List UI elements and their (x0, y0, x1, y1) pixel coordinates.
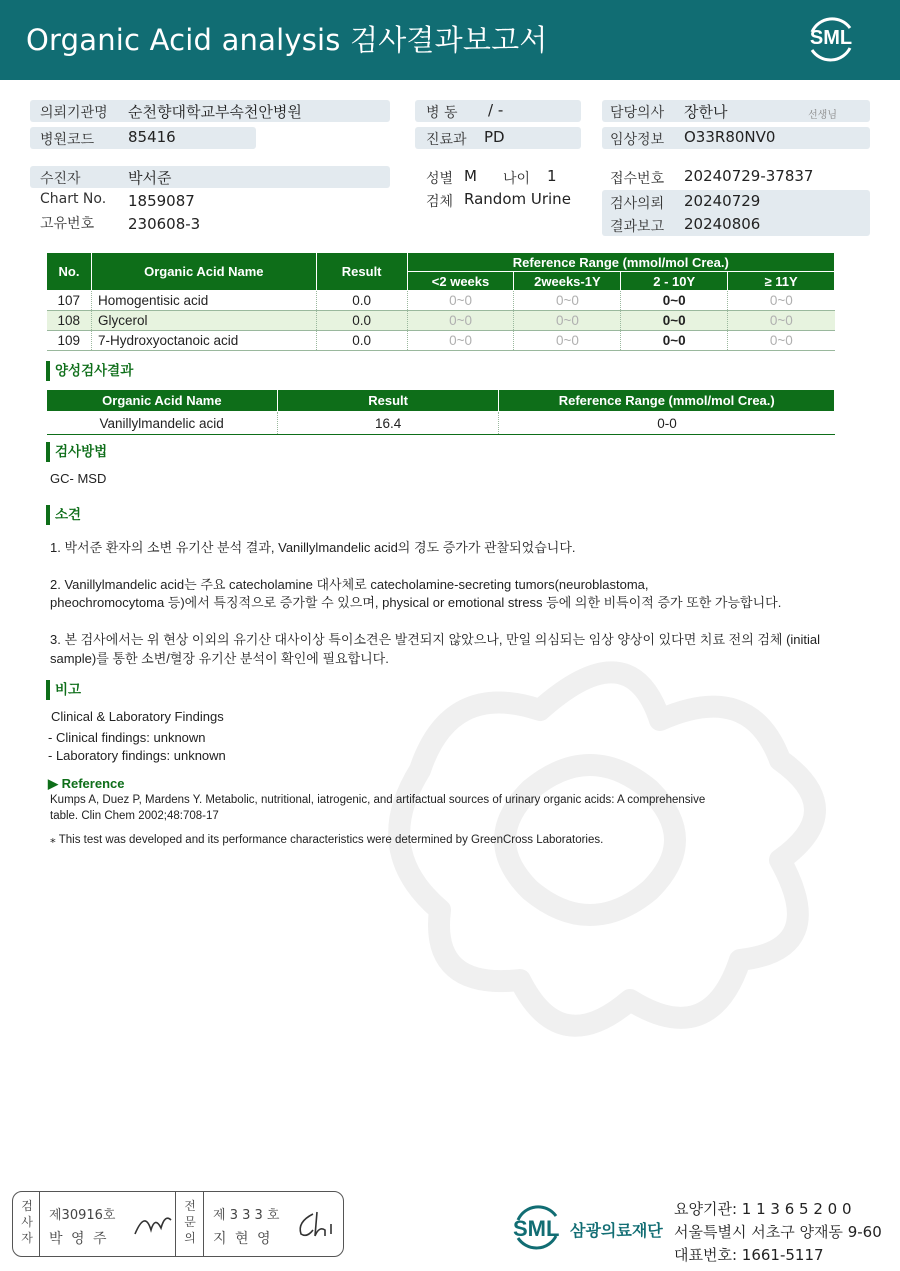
ward-value: / - (488, 101, 504, 119)
cell-result: 0.0 (316, 311, 407, 331)
receipt-no-value: 20240729-37837 (684, 167, 814, 185)
unique-no-value: 230608-3 (128, 215, 201, 233)
reference-line-2: table. Clin Chem 2002;48:708-17 (50, 810, 219, 822)
clinical-info-value: O33R80NV0 (684, 128, 776, 146)
cell-ref: 0~0 (621, 291, 728, 311)
institution-value: 순천향대학교부속천안병원 (128, 103, 302, 121)
license-2: 제 3 3 3 호 (213, 1208, 280, 1223)
signature-2-image (293, 1206, 339, 1242)
positive-results-table (46, 389, 835, 435)
receipt-no-label: 접수번호 (610, 171, 665, 187)
organic-acid-table (46, 252, 835, 351)
cell-ref: 0~0 (407, 291, 514, 311)
report-date-label: 결과보고 (610, 219, 665, 235)
signature-box (12, 1191, 344, 1257)
method-title: 검사방법 (46, 442, 107, 462)
hospital-code-value: 85416 (128, 128, 176, 146)
footer-logo-text: SML (513, 1216, 560, 1241)
hospital-code-label: 병원코드 (40, 132, 95, 148)
table-row (47, 291, 835, 311)
table-row (47, 311, 835, 331)
signature-label-1-text: 검사자 (21, 1199, 33, 1245)
signature-1-image (131, 1206, 175, 1242)
method-text: GC- MSD (50, 471, 107, 486)
reference-line-3: ⁎ This test was developed and its performance characteristics were determined by GreenCross Laboratories. (50, 834, 604, 846)
info-bar (30, 166, 390, 188)
divider (203, 1192, 204, 1256)
cell-ref: 0~0 (728, 311, 835, 331)
cell-ref: 0~0 (407, 311, 514, 331)
chart-no-value: 1859087 (128, 192, 195, 210)
reference-line-1: Kumps A, Duez P, Mardens Y. Metabolic, nutritional, iatrogenic, and artifactual sources of urinary organic acids: A comprehensive (50, 794, 706, 806)
cell-ref: 0~0 (621, 311, 728, 331)
header-ref-col: 2weeks-1Y (514, 272, 621, 291)
request-date-value: 20240729 (684, 192, 761, 210)
patient-value: 박서준 (128, 169, 172, 187)
reference-title: ▶ Reference (48, 776, 125, 791)
cell-ref: 0-0 (499, 412, 835, 435)
cell-ref: 0~0 (514, 291, 621, 311)
license-1: 제30916호 (49, 1208, 116, 1223)
findings-paragraph-3b: sample)를 통한 소변/혈장 유기산 분석이 확인에 필요합니다. (50, 651, 389, 666)
cell-name: Vanillylmandelic acid (47, 412, 278, 435)
signature-label-1 (15, 1192, 39, 1256)
age-label: 나이 (503, 171, 531, 187)
cell-name: Glycerol (91, 311, 316, 331)
cell-result: 16.4 (277, 412, 499, 435)
cell-no: 109 (47, 331, 92, 351)
logo-text: SML (809, 27, 853, 49)
notes-line-3: - Laboratory findings: unknown (48, 748, 226, 763)
patient-label: 수진자 (40, 171, 81, 187)
specimen-label: 검체 (426, 194, 454, 210)
report-header (0, 0, 900, 80)
chart-no-label: Chart No. (40, 191, 107, 207)
findings-paragraph-1: 1. 박서준 환자의 소변 유기산 분석 결과, Vanillylmandelic acid의 경도 증가가 관찰되었습니다. (50, 540, 576, 555)
unique-no-label: 고유번호 (40, 216, 95, 232)
notes-title: 비고 (46, 680, 81, 700)
header-reference: Reference Range (mmol/mol Crea.) (407, 253, 834, 272)
specimen-value: Random Urine (464, 190, 571, 208)
divider (175, 1192, 176, 1256)
findings-paragraph-2a: 2. Vanillylmandelic acid는 주요 catecholamine 대사체로 catecholamine-secreting tumors(neuroblastoma, (50, 577, 649, 592)
footer-organization: 삼광의료재단 (570, 1221, 663, 1240)
divider (39, 1192, 40, 1256)
signature-label-2 (178, 1192, 202, 1256)
cell-result: 0.0 (316, 291, 407, 311)
header-name: Organic Acid Name (91, 253, 316, 291)
findings-title: 소견 (46, 505, 81, 525)
sml-logo (802, 10, 860, 68)
header-ref-col: ≥ 11Y (728, 272, 835, 291)
doctor-label: 담당의사 (610, 105, 665, 121)
report-date-value: 20240806 (684, 215, 761, 233)
header-name: Organic Acid Name (47, 390, 278, 412)
findings-paragraph-3a: 3. 본 검사에서는 위 현상 이외의 유기산 대사이상 특이소견은 발견되지 않았으나, 만일 의심되는 임상 양상이 있다면 치료 전의 검체 (initial (50, 632, 821, 647)
signer-1: 박 영 주 (49, 1231, 109, 1247)
report-title: Organic Acid analysis 검사결과보고서 (26, 23, 548, 57)
age-value: 1 (547, 167, 557, 185)
department-value: PD (484, 128, 505, 146)
findings-paragraph-2b: pheochromocytoma 등)에서 특징적으로 증가할 수 있으며, physical or emotional stress 등에 의한 비특이적 증가 또한 가능합니다. (50, 595, 782, 610)
header-reference: Reference Range (mmol/mol Crea.) (499, 390, 835, 412)
cell-ref: 0~0 (407, 331, 514, 351)
cell-name: 7-Hydroxyoctanoic acid (91, 331, 316, 351)
cell-ref: 0~0 (514, 331, 621, 351)
signer-2: 지 현 영 (213, 1231, 273, 1247)
positive-results-title: 양성검사결과 (46, 361, 133, 381)
ward-label: 병 동 (426, 105, 458, 121)
department-label: 진료과 (426, 132, 467, 148)
clinical-info-label: 임상정보 (610, 132, 665, 148)
notes-line-2: - Clinical findings: unknown (48, 730, 206, 745)
table-row (47, 331, 835, 351)
institution-label: 의뢰기관명 (40, 105, 108, 121)
cell-no: 108 (47, 311, 92, 331)
cell-ref: 0~0 (728, 291, 835, 311)
header-result: Result (277, 390, 499, 412)
footer-institution-no: 요양기관: 1 1 3 6 5 2 0 0 (674, 1200, 852, 1218)
table-row (47, 412, 835, 435)
cell-ref: 0~0 (728, 331, 835, 351)
doctor-value: 장한나 (684, 103, 728, 121)
header-ref-col: 2 - 10Y (621, 272, 728, 291)
signature-label-2-text: 전문의 (184, 1199, 196, 1245)
sex-value: M (464, 167, 477, 185)
header-no: No. (47, 253, 92, 291)
cell-no: 107 (47, 291, 92, 311)
cell-ref: 0~0 (621, 331, 728, 351)
cell-ref: 0~0 (514, 311, 621, 331)
footer-phone: 대표번호: 1661-5117 (674, 1246, 824, 1264)
notes-line-1: Clinical & Laboratory Findings (51, 709, 224, 724)
request-date-label: 검사의뢰 (610, 196, 665, 212)
cell-result: 0.0 (316, 331, 407, 351)
header-ref-col: <2 weeks (407, 272, 514, 291)
doctor-suffix: 선생님 (808, 110, 837, 121)
footer-address: 서울특별시 서초구 양재동 9-60 (674, 1223, 882, 1241)
cell-name: Homogentisic acid (91, 291, 316, 311)
sex-label: 성별 (426, 171, 454, 187)
header-result: Result (316, 253, 407, 291)
